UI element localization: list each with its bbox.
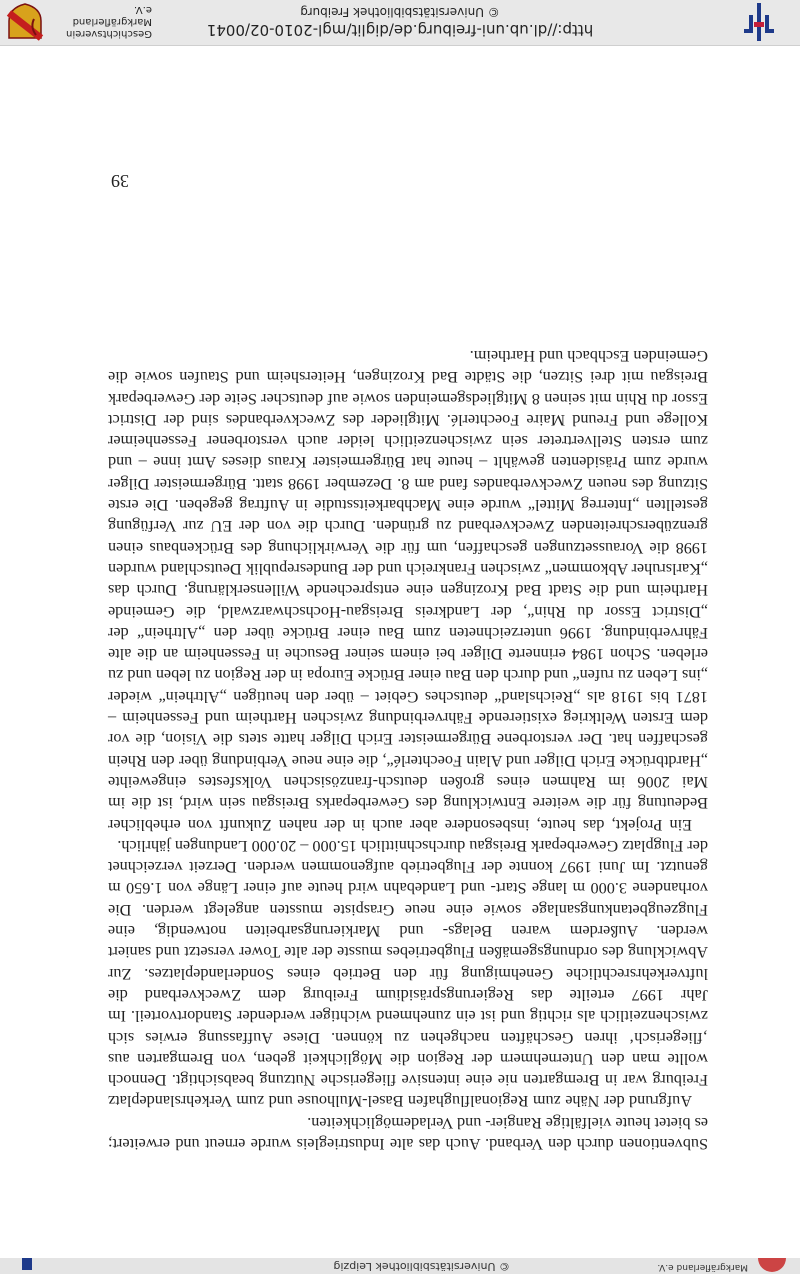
footer-url[interactable]: http://dl.ub.uni-freiburg.de/diglit/mgl-2010-02/0041 (206, 21, 594, 39)
ub-freiburg-logo-icon[interactable] (742, 3, 776, 41)
paragraph: Ein Projekt, das heute, insbesondere aber auch in der nahen Zukunft von erheblicher Bedeutung für die weitere Entwicklung des Gewerbeparks Breisgau sein wird, ist die im Mai 2006 im Rahmen eines großen deutsch-französischen Volksfestes eingeweihte „Hardtbrücke Erich Dilger und Alain Foechterlé“, die eine neue Verbindung über den Rhein geschaffen hat. Der verstorbene Bürgermeister Erich Dilger hatte stets die Vision, die vor dem Ersten Weltkrieg existierende Fährverbindung zwischen Hartheim und Fessenheim – 1871 bis 1918 als „Reichsland“ deutsches Gebiet – über den heutigen „Altrhein“ wieder „ins Leben zu rufen“ und durch den Bau einer Brücke Europa in der Region zu leben und zu erleben. Schon 1984 erinnerte Dilger bei einem seiner Besuche in Fessenheim an die alte Fährverbindung. 1996 unterzeichneten zum Bau einer Brücke über den „Altrhein“ der „District Essor du Rhin“, der Landkreis Breisgau-Hochschwarzwald, die Gemeinde Hartheim und die Stadt Bad Krozingen eine entsprechende Willenserklärung. Durch das „Karlsruher Abkommen“ zwischen Frankreich und der Bundesrepublik Deutschland wurden 1998 die Voraussetzungen geschaffen, um für die Verwirklichung des Brückenbaus einen grenzüberschreitenden Zweckverband zu gründen. Durch die von der EU zur Verfügung gestellten „Interreg Mittel“ wurde eine Machbarkeitsstudie in Auftrag gegeben. Die erste Sitzung des neuen Zweckverbandes fand am 8. Dezember 1998 statt. Bürgermeister Dilger wurde zum Präsidenten gewählt – heute hat Bürgermeister Kraus dieses Amt inne – und zum ersten Stellvertreter sein zwischenzeitlich leider auch verstorbener Fessenheimer Kollege und Freund Maire Foechterlé. Mitglieder des Zweckverbandes sind der District Essor du Rhin mit seinen 8 Mitgliedsgemeinden sowie auf deutscher Seite der Gewerbepark Breisgau mit drei Sitzen, die Städte Bad Krozingen, Heitersheim und Staufen sowie die Gemeinden Eschbach und Hartheim. (108, 347, 708, 834)
page-body (108, 345, 708, 1154)
society-line-1: Geschichtsverein (66, 28, 152, 39)
page-number: 39 (111, 171, 129, 191)
strip-credit: © Universitätsbibliothek Leipzig (333, 1260, 510, 1273)
society-crest-icon (6, 3, 44, 41)
paragraph: Aufgrund der Nähe zum Regionalflughafen Basel-Mulhouse und zum Verkehrslandeplatz Freiburg war in Bremgarten nie eine intensive fliegerische Nutzung beabsichtigt. Dennoch wollte man den Unternehmern der Region die Möglichkeit geben, von Bremgarten aus ‚fliegerisch‘ ihren Geschäften nachgehen zu können. Diese Auffassung erwies sich zwischenzeitlich als richtig und ist ein zunehmend wichtiger werdender Standortvorteil. Im Jahr 1997 erteilte das Regierungspräsidium Freiburg dem Zweckverband die luftverkehrsrechtliche Genehmigung für den Betrieb eines Sonderlandeplatzes. Zur Abwicklung des ordnungsgemäßen Flugbetriebes musste der alte Tower versetzt und saniert werden. Außerdem waren Belags- und Markierungsarbeiten notwendig, eine Flugzeugbetankungsanlage sowie eine neue Graspiste mussten angelegt werden. Die vorhandene 3.000 m lange Start- und Landebahn wird heute auf einer Länge von 1.650 m genutzt. Im Juni 1997 konnte der Flugbetrieb aufgenommen werden. Derzeit verzeichnet der Flugplatz Gewerbepark Breisgau durchschnittlich 15.000 – 20.000 Landungen jährlich. (108, 836, 708, 1111)
crest-fragment-icon (758, 1258, 786, 1272)
previous-page-strip (0, 1258, 800, 1274)
society-name (52, 3, 152, 39)
footer-copyright: © Universitätsbibliothek Freiburg (300, 5, 500, 19)
footer-bar (0, 0, 800, 46)
society-line-2: Markgräflerland e.V. (72, 4, 152, 27)
strip-society-text: Markgräflerland e.V. (657, 1262, 748, 1272)
ub-logo-fragment-icon (22, 1258, 32, 1270)
paragraph: Subventionen durch den Verband. Auch das alte Industriegleis wurde erneut und erweitert; es bietet heute vielfältige Rangier- und Verlademöglichkeiten. (108, 1113, 708, 1153)
